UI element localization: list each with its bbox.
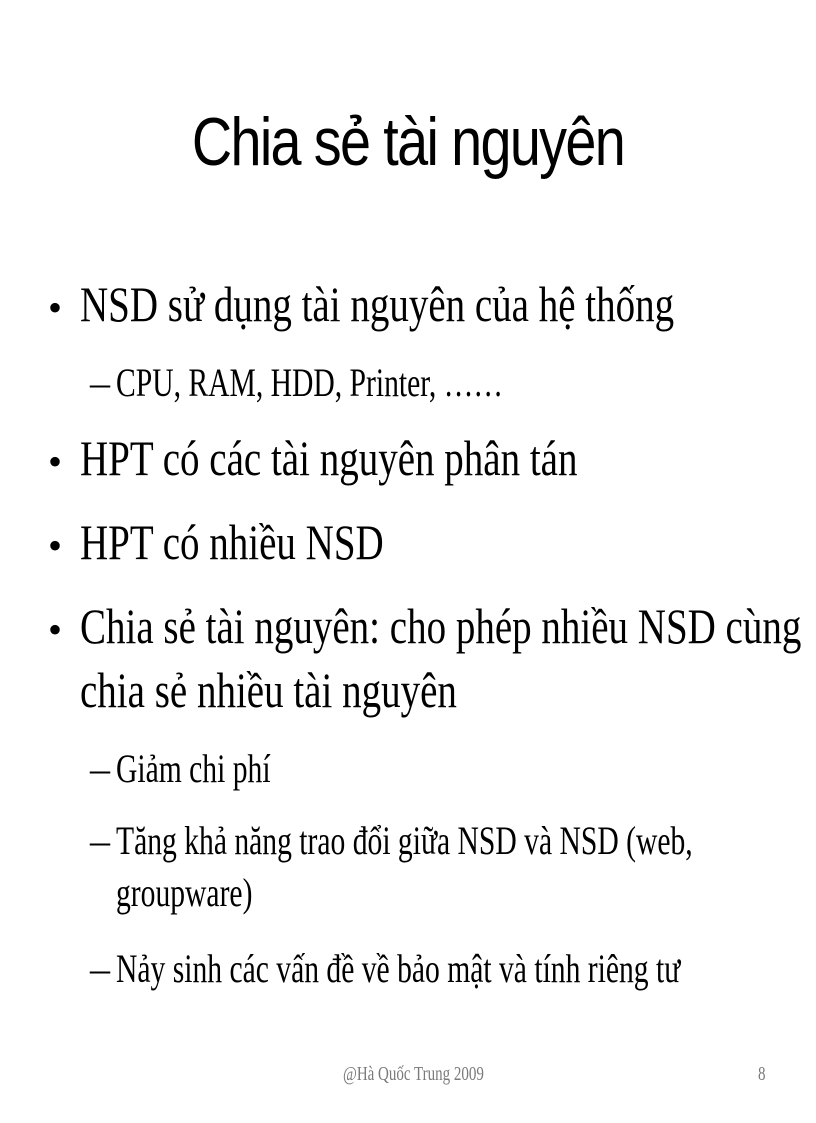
dash-marker: – bbox=[90, 746, 110, 791]
bullet-marker: • bbox=[48, 439, 63, 484]
bullet-4-subitem-1: Giảm chi phí bbox=[116, 746, 271, 791]
bullet-marker: • bbox=[48, 285, 63, 330]
bullet-marker: • bbox=[48, 523, 63, 568]
bullet-1-text: NSD sử dụng tài nguyên của hệ thống bbox=[80, 276, 675, 332]
footer-credit: @Hà Quốc Trung 2009 bbox=[343, 1063, 484, 1085]
bullet-4-subitem-2-line-1: Tăng khả năng trao đổi giữa NSD và NSD (web, bbox=[116, 818, 693, 863]
bullet-4-line-1: Chia sẻ tài nguyên: cho phép nhiều NSD cùng bbox=[80, 598, 802, 654]
bullet-1-subitem-1: CPU, RAM, HDD, Printer, …… bbox=[116, 360, 503, 405]
slide-title: Chia sẻ tài nguyên bbox=[191, 104, 625, 180]
dash-marker: – bbox=[90, 818, 110, 863]
bullet-marker: • bbox=[48, 607, 63, 652]
bullet-4-line-2: chia sẻ nhiều tài nguyên bbox=[80, 662, 457, 718]
bullet-2-text: HPT có các tài nguyên phân tán bbox=[80, 430, 578, 486]
bullet-4-subitem-3: Nảy sinh các vấn đề về bảo mật và tính riêng tư bbox=[116, 946, 681, 991]
bullet-3-text: HPT có nhiều NSD bbox=[80, 514, 384, 570]
dash-marker: – bbox=[90, 946, 110, 991]
bullet-4-subitem-2-line-2: groupware) bbox=[116, 870, 253, 915]
dash-marker: – bbox=[90, 360, 110, 405]
page-number: 8 bbox=[758, 1063, 766, 1085]
